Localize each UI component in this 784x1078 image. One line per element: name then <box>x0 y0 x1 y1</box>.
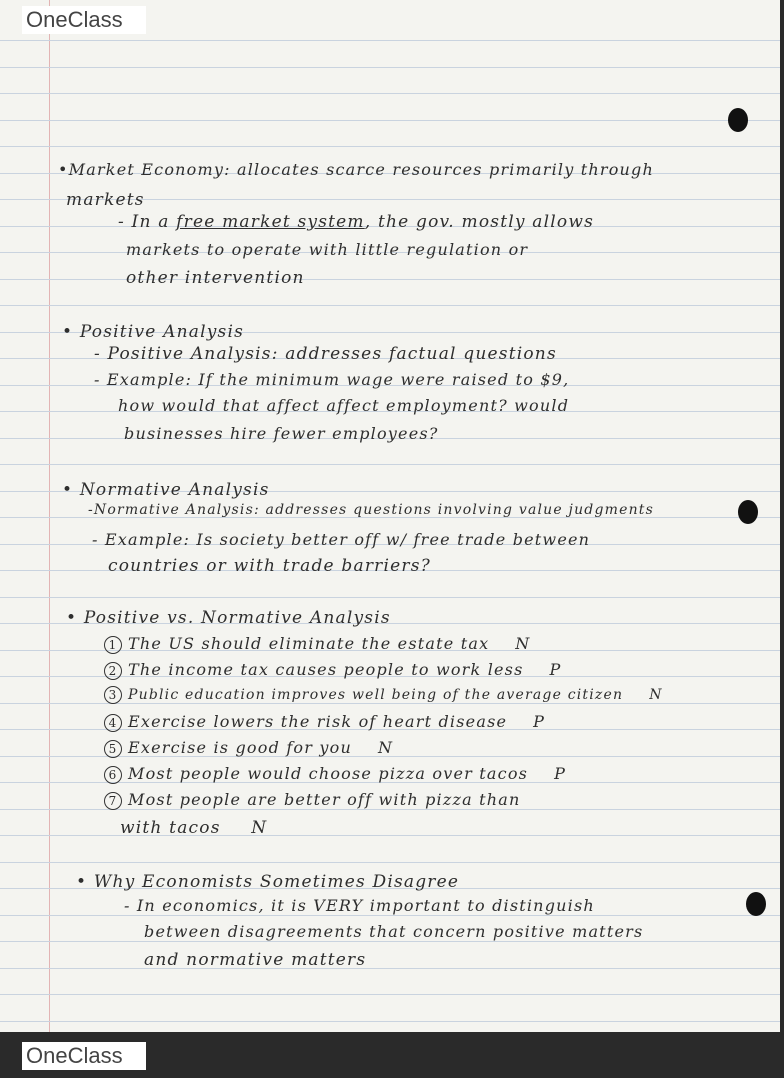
item-mark: P <box>554 764 567 783</box>
ruled-line <box>0 1021 780 1022</box>
item-mark: N <box>377 738 394 757</box>
ruled-line <box>0 968 780 969</box>
item-mark: P <box>533 712 546 731</box>
normative-analysis-example-cont: countries or with trade barriers? <box>108 556 431 576</box>
free-market-note-cont2: other intervention <box>126 268 305 288</box>
ruled-line <box>0 40 780 41</box>
free-market-prefix: - In a <box>118 212 177 232</box>
item-text: Most people would choose pizza over tacos <box>128 764 529 783</box>
positive-analysis-def: - Positive Analysis: addresses factual questions <box>94 344 557 364</box>
item-mark: N <box>649 687 663 703</box>
market-economy-definition: •Market Economy: allocates scarce resources primarily through <box>58 160 654 179</box>
item-number: 6 <box>104 766 122 784</box>
item-text: The income tax causes people to work less <box>128 660 524 679</box>
item7-mark: N <box>251 818 268 838</box>
free-market-rest: , the gov. mostly allows <box>364 212 594 232</box>
pos-vs-norm-item7-cont <box>120 818 267 838</box>
positive-analysis-example: - Example: If the minimum wage were raised to $9, <box>94 370 570 389</box>
ruled-line <box>0 994 780 995</box>
item-text: Exercise lowers the risk of heart disease <box>128 712 508 731</box>
free-market-note-cont: markets to operate with little regulation or <box>126 240 529 259</box>
free-market-note <box>118 212 594 232</box>
normative-analysis-example: - Example: Is society better off w/ free trade between <box>92 530 591 549</box>
ruled-line <box>0 597 780 598</box>
item-text: Public education improves well being of the average citizen <box>128 687 624 703</box>
item-text: Most people are better off with pizza than <box>128 790 521 809</box>
normative-analysis-heading: • Normative Analysis <box>62 480 270 500</box>
ruled-line <box>0 279 780 280</box>
oneclass-logo-top: OneClass <box>22 6 146 34</box>
item-number: 1 <box>104 636 122 654</box>
list-item <box>104 712 545 732</box>
item-number: 3 <box>104 686 122 704</box>
item-number: 2 <box>104 662 122 680</box>
item-number: 5 <box>104 740 122 758</box>
why-disagree-line2: between disagreements that concern positive matters <box>144 922 644 941</box>
oneclass-logo-bottom: OneClass <box>22 1042 146 1070</box>
ruled-line <box>0 464 780 465</box>
list-item <box>104 660 561 680</box>
ruled-line <box>0 941 780 942</box>
why-disagree-heading: • Why Economists Sometimes Disagree <box>76 872 460 892</box>
market-economy-definition-cont: markets <box>66 190 145 210</box>
positive-analysis-example-cont2: businesses hire fewer employees? <box>124 424 439 443</box>
ruled-line <box>0 67 780 68</box>
binder-hole <box>738 500 758 524</box>
item-number: 7 <box>104 792 122 810</box>
why-disagree-line1: - In economics, it is VERY important to distinguish <box>124 896 595 915</box>
item-mark: N <box>515 634 531 653</box>
normative-analysis-def: -Normative Analysis: addresses questions involving value judgments <box>88 502 654 518</box>
ruled-line <box>0 146 780 147</box>
ruled-line <box>0 305 780 306</box>
pos-vs-norm-heading: • Positive vs. Normative Analysis <box>66 608 391 628</box>
list-item <box>104 790 547 810</box>
item-text: The US should eliminate the estate tax <box>128 634 490 653</box>
list-item <box>104 686 663 704</box>
item7-cont-text: with tacos <box>120 818 221 838</box>
list-item <box>104 738 393 758</box>
margin-line <box>49 0 50 1032</box>
binder-hole <box>728 108 748 132</box>
ruled-line <box>0 862 780 863</box>
list-item <box>104 634 531 654</box>
positive-analysis-heading: • Positive Analysis <box>62 322 245 342</box>
ruled-line <box>0 93 780 94</box>
item-mark: P <box>549 660 562 679</box>
binder-hole <box>746 892 766 916</box>
ruled-line <box>0 120 780 121</box>
item-text: Exercise is good for you <box>128 738 352 757</box>
why-disagree-line3: and normative matters <box>144 950 367 970</box>
positive-analysis-example-cont: how would that affect affect employment? would <box>118 396 570 415</box>
ruled-line <box>0 835 780 836</box>
item-number: 4 <box>104 714 122 732</box>
list-item <box>104 764 566 784</box>
ruled-line <box>0 915 780 916</box>
free-market-term: free market system <box>176 212 365 232</box>
